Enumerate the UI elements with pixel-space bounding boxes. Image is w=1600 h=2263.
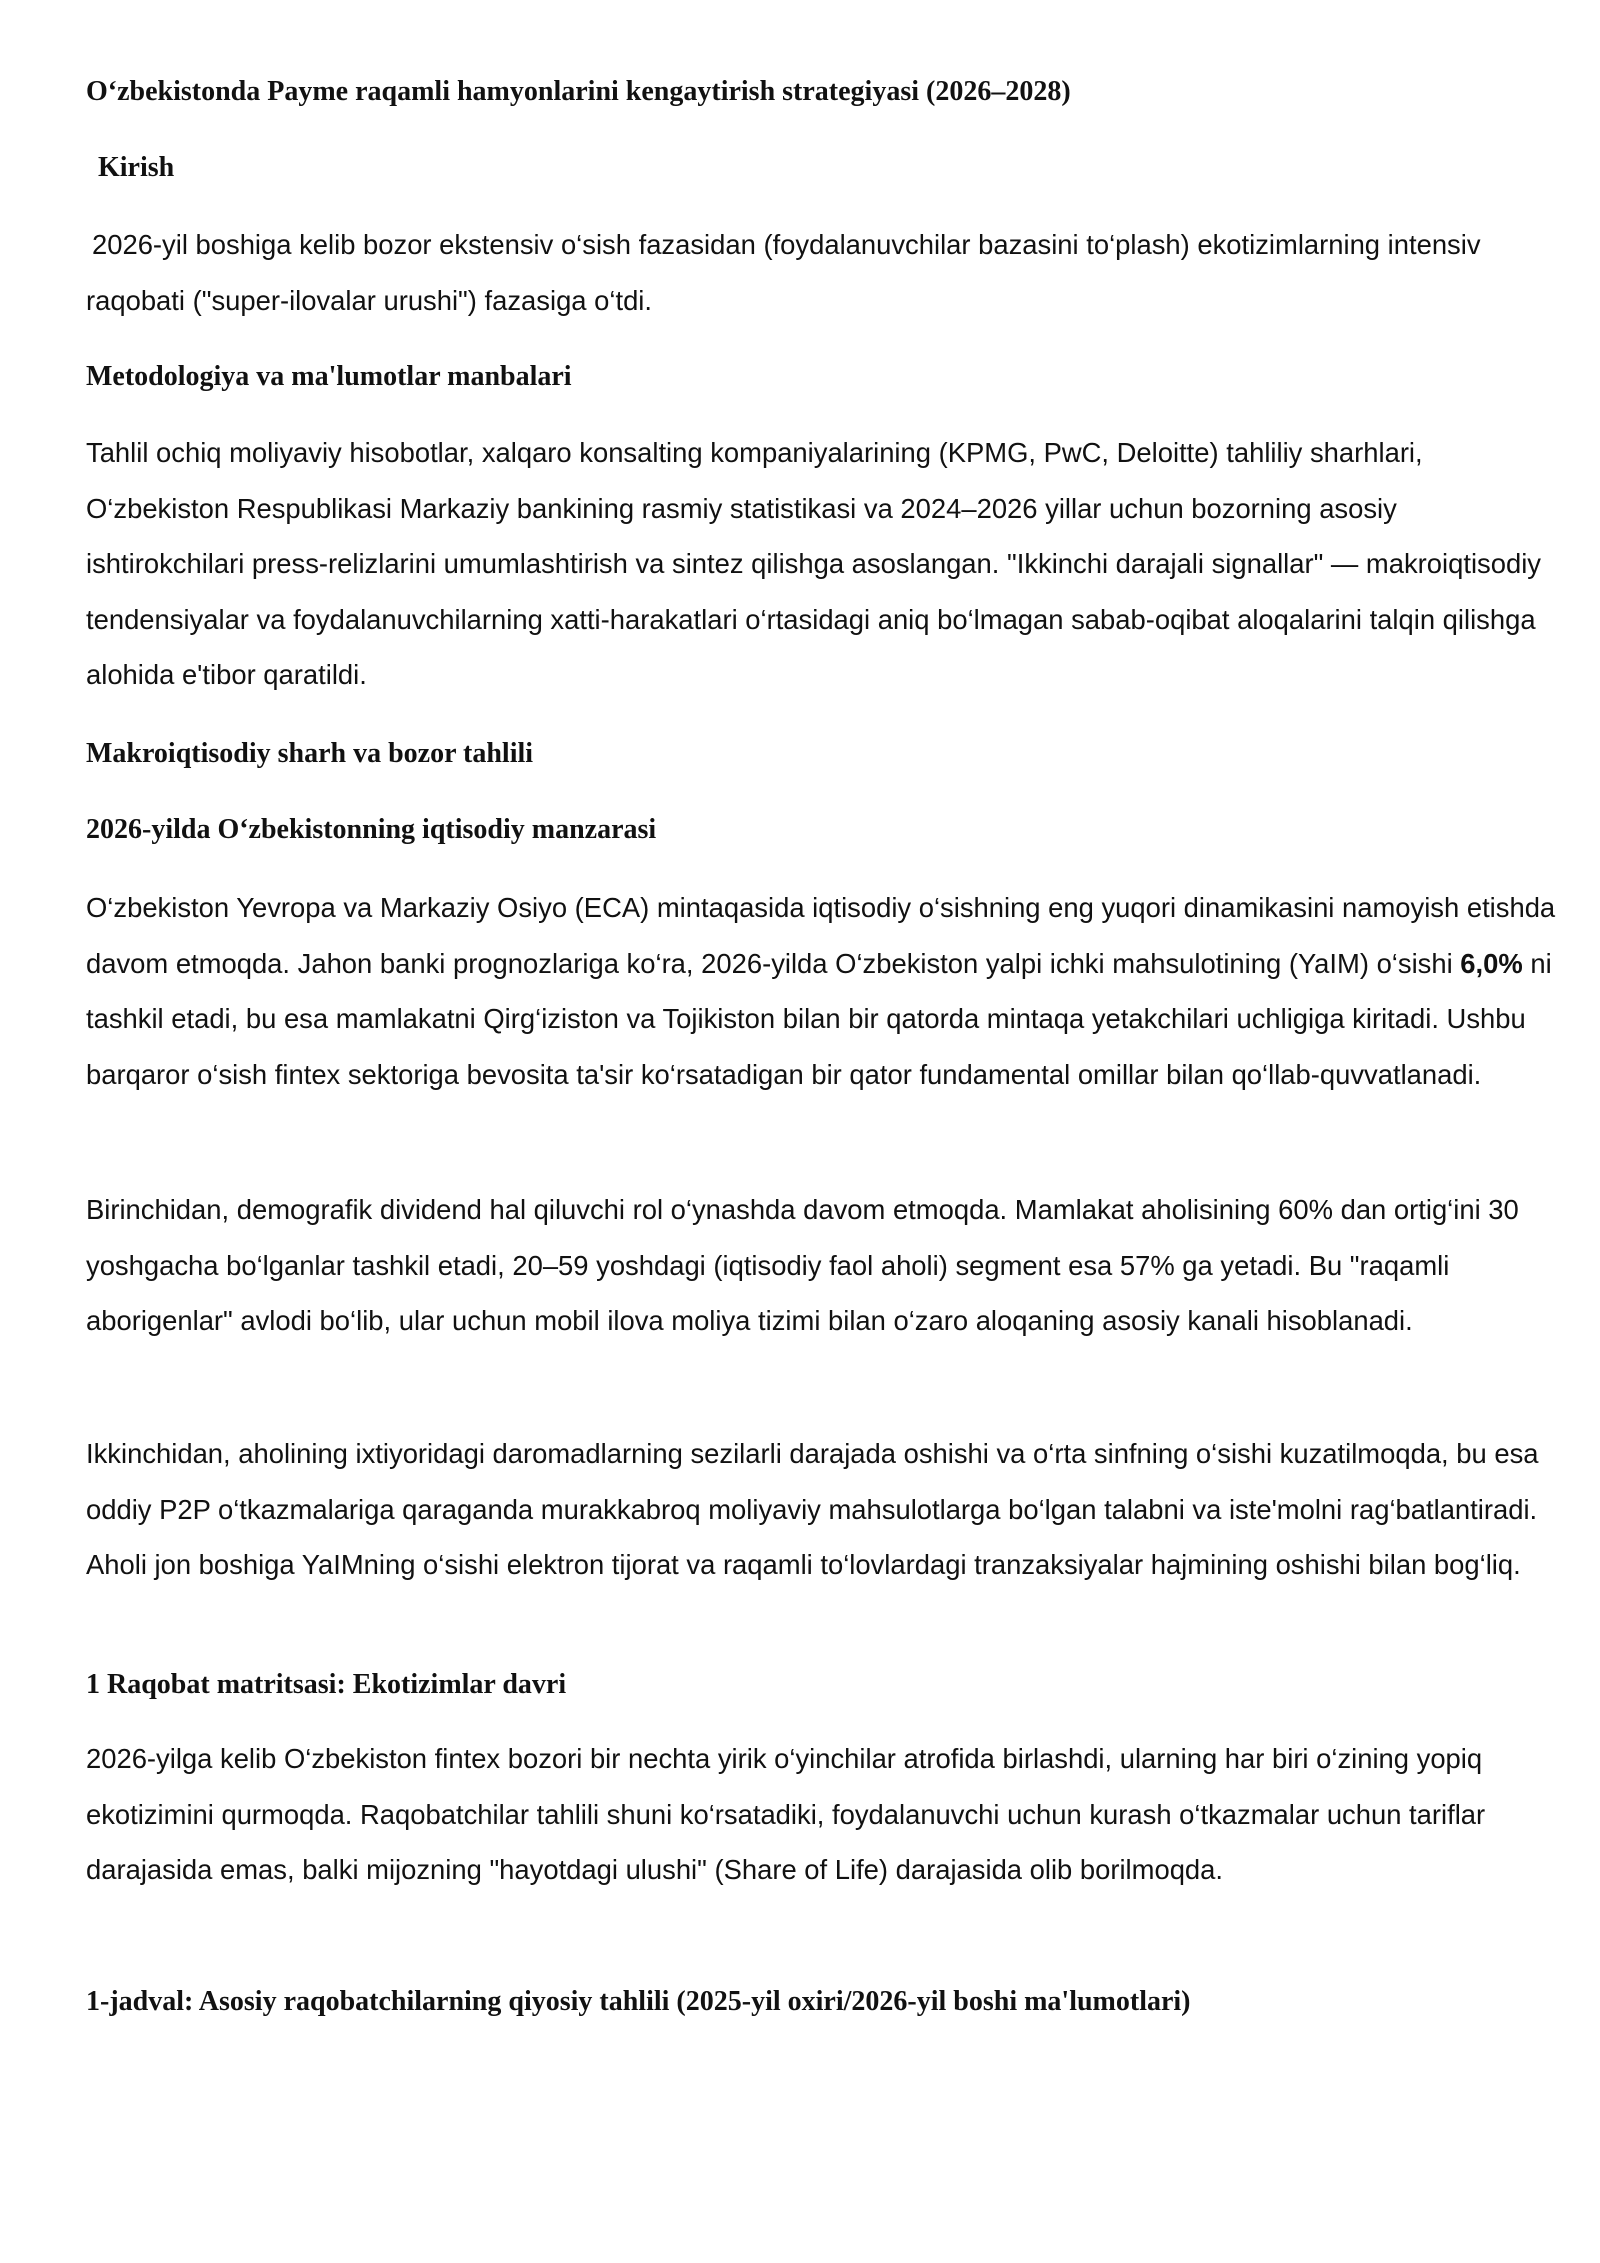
paragraph-metodologiya: Tahlil ochiq moliyaviy hisobotlar, xalqaro konsalting kompaniyalarining (KPMG, PwC, Deloitte) tahliliy sharhlari, O‘zbekiston Respublikasi Markaziy bankining rasmiy statistikasi va 2024–2026 yillar uchun bozorning asosiy ishtirokchilari press-relizlarini umumlashtirish va sintez qilishga asoslangan. "Ikkinchi darajali signallar" — makroiqtisodiy tendensiyalar va foydalanuvchilarning xatti-harakatlari o‘rtasidagi aniq bo‘lmagan sabab-oqibat aloqalarini talqin qilishga alohida e'tibor qaratildi. — [86, 437, 1541, 690]
paragraph-text-after: ni tashkil etadi, bu esa mamlakatni Qirg‘iziston va Tojikiston bilan bir qatorda mintaqa yetakchilari uchligiga kiritadi. Ushbu barqaror o‘sish fintex sektoriga bevosita ta'sir ko‘rsatadigan bir qator fundamental omillar bilan qo‘llab-quvvatlanadi. — [86, 947, 1552, 1090]
gdp-growth-value: 6,0% — [1460, 947, 1523, 979]
section-heading-metodologiya: Metodologiya va ma'lumotlar manbalari — [86, 361, 572, 392]
paragraph-text-before: O‘zbekiston Yevropa va Markaziy Osiyo (ECA) mintaqasida iqtisodiy o‘sishning eng yuqori dinamikasini namoyish etishda davom etmoqda. Jahon banki prognozlariga ko‘ra, 2026-yilda O‘zbekiston yalpi ichki mahsulotining (YaIM) o‘sishi — [86, 892, 1556, 979]
section-heading-iqtisodiy-manzara: 2026-yilda O‘zbekistonning iqtisodiy manzarasi — [86, 814, 657, 845]
paragraph-ikkinchidan: Ikkinchidan, aholining ixtiyoridagi daromadlarning sezilarli darajada oshishi va o‘rta sinfning o‘sishi kuzatilmoqda, bu esa oddiy P2P o‘tkazmalariga qaraganda murakkabroq moliyaviy mahsulotlarga bo‘lgan talabni va iste'molni rag‘batlantiradi. Aholi jon boshiga YaIMning o‘sishi elektron tijorat va raqamli to‘lovlardagi tranzaksiyalar hajmining oshishi bilan bog‘liq. — [86, 1438, 1539, 1580]
section-heading-makroiqtisodiy: Makroiqtisodiy sharh va bozor tahlili — [86, 738, 534, 769]
paragraph-raqobat-matritsasi: 2026-yilga kelib O‘zbekiston fintex bozori bir nechta yirik o‘yinchilar atrofida birlashdi, ularning har biri o‘zining yopiq ekotizimini qurmoqda. Raqobatchilar tahlili shuni ko‘rsatadiki, foydalanuvchi uchun kurash o‘tkazmalar uchun tariflar darajasida emas, balki mijozning "hayotdagi ulushi" (Share of Life) darajasida olib borilmoqda. — [86, 1743, 1486, 1885]
paragraph-kirish: 2026-yil boshiga kelib bozor ekstensiv o‘sish fazasidan (foydalanuvchilar bazasini to‘plash) ekotizimlarning intensiv raqobati ("super-ilovalar urushi") fazasiga o‘tdi. — [86, 229, 1481, 316]
document-title: O‘zbekistonda Payme raqamli hamyonlarini kengaytirish strategiyasi (2026–2028) — [86, 76, 1071, 107]
table-caption: 1-jadval: Asosiy raqobatchilarning qiyosiy tahlili (2025-yil oxiri/2026-yil boshi ma'lumotlari) — [86, 1986, 1191, 2017]
section-heading-raqobat-matritsasi: 1 Raqobat matritsasi: Ekotizimlar davri — [86, 1669, 567, 1700]
paragraph-birinchidan: Birinchidan, demografik dividend hal qiluvchi rol o‘ynashda davom etmoqda. Mamlakat aholisining 60% dan ortig‘ini 30 yoshgacha bo‘lganlar tashkil etadi, 20–59 yoshdagi (iqtisodiy faol aholi) segment esa 57% ga yetadi. Bu "raqamli aborigenlar" avlodi bo‘lib, ular uchun mobil ilova moliya tizimi bilan o‘zaro aloqaning asosiy kanali hisoblanadi. — [86, 1194, 1519, 1336]
section-heading-kirish: Kirish — [98, 152, 175, 183]
paragraph-iqtisodiy-manzara — [86, 880, 1556, 1102]
